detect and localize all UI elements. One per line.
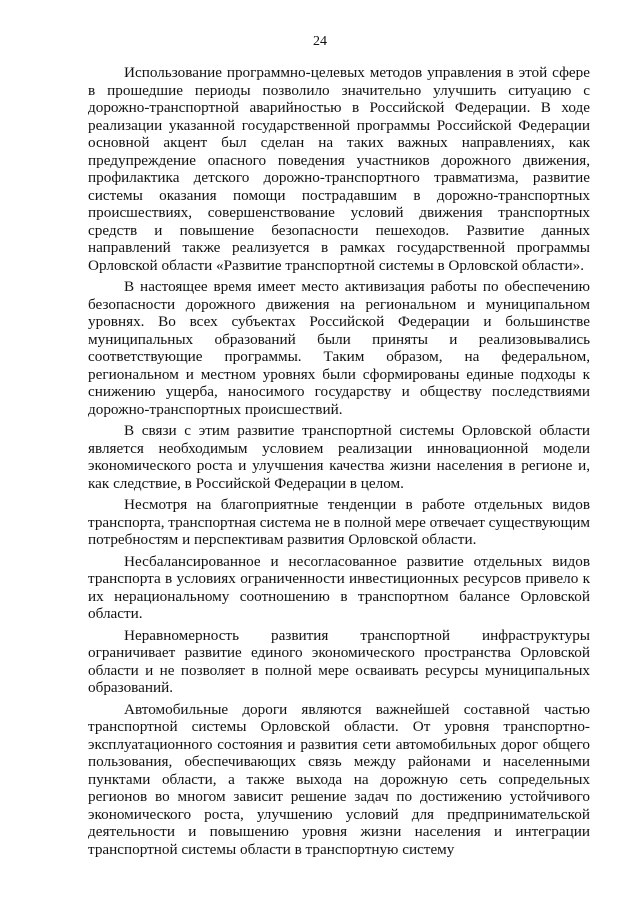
paragraph-2: В настоящее время имеет место активизация работы по обеспечению безопасности дорожного движения на региональном и муниципальном уровнях. Во всех субъектах Российской Федерации и большинстве муниципальных образований были приняты и реализовывались соответствующие программы. Таким образом, на федеральном, региональном и местном уровнях были сформированы единые подходы к снижению ущерба, наносимого государству и обществу последствиями дорожно-транспортных происшествий.: [88, 278, 590, 418]
paragraph-7: Автомобильные дороги являются важнейшей составной частью транспортной системы Орловской области. От уровня транспортно-эксплуатационного состояния и развития сети автомобильных дорог общего пользования, обеспечивающих связь между районами и населенными пунктами области, а также выхода на дорожную сеть сопредельных регионов во многом зависит решение задач по достижению устойчивого экономического роста, улучшению условий для предпринимательской деятельности и повышению уровня жизни населения и интеграции транспортной системы области в транспортную систему: [88, 700, 590, 858]
page-number: 24: [313, 34, 327, 49]
paragraph-5: Несбалансированное и несогласованное развитие отдельных видов транспорта в условиях ограниченности инвестиционных ресурсов привело к их нерациональному соотношению в транспортном балансе Орловской области.: [88, 552, 590, 622]
paragraph-3: В связи с этим развитие транспортной системы Орловской области является необходимым условием реализации инновационной модели экономического роста и улучшения качества жизни населения в регионе и, как следствие, в Российской Федерации в целом.: [88, 422, 590, 492]
paragraph-1: Использование программно-целевых методов управления в этой сфере в прошедшие периоды позволило значительно улучшить ситуацию с дорожно-транспортной аварийностью в Российской Федерации. В ходе реализации указанной государственной программы Российской Федерации основной акцент был сделан на таких важных направлениях, как предупреждение опасного поведения участников дорожного движения, профилактика детского дорожно-транспортного травматизма, развитие системы оказания помощи пострадавшим в дорожно-транспортных происшествиях, совершенствование условий движения транспортных средств и повышение безопасности пешеходов. Развитие данных направлений также реализуется в рамках государственной программы Орловской области «Развитие транспортной системы в Орловской области».: [88, 64, 590, 274]
paragraph-6: Неравномерность развития транспортной инфраструктуры ограничивает развитие единого экономического пространства Орловской области и не позволяет в полной мере осваивать ресурсы муниципальных образований.: [88, 626, 590, 696]
document-body: [88, 64, 590, 862]
paragraph-4: Несмотря на благоприятные тенденции в работе отдельных видов транспорта, транспортная система не в полной мере отвечает существующим потребностям и перспективам развития Орловской области.: [88, 496, 591, 548]
